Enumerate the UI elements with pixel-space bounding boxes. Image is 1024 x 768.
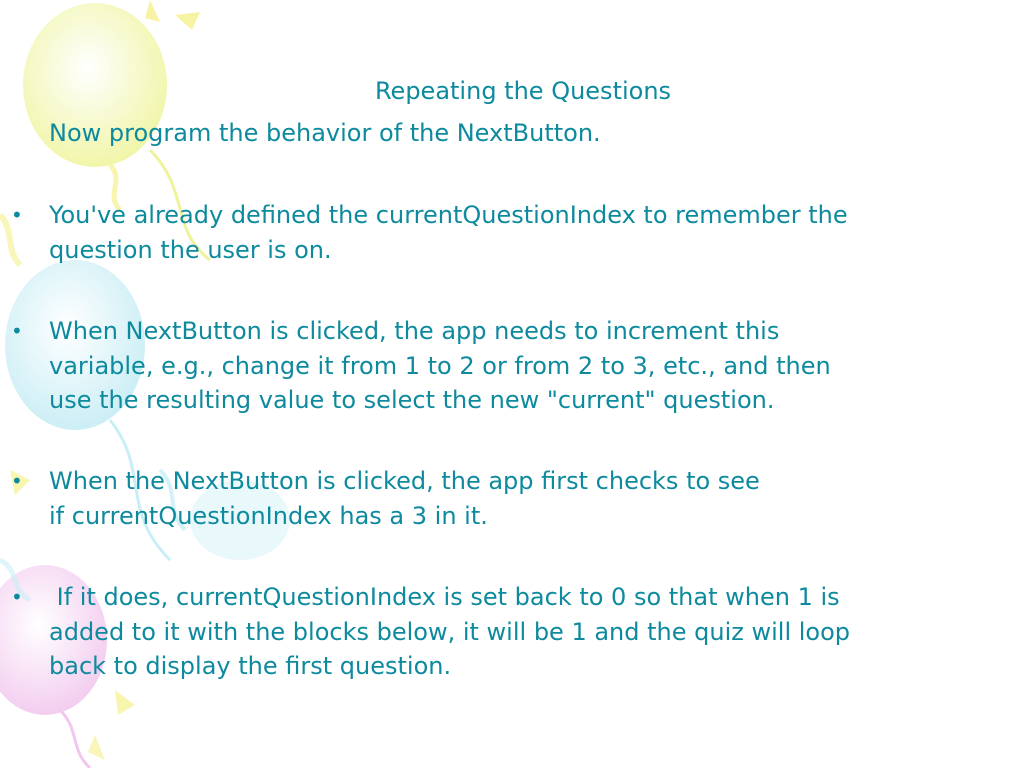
bullet-line: added to it with the blocks below, it will be 1 and the quiz will loop (49, 617, 851, 646)
bullet-line: variable, e.g., change it from 1 to 2 or from 2 to 3, etc., and then (49, 351, 831, 380)
bullet-item (11, 464, 1014, 533)
bullet-dot-icon: • (11, 203, 23, 227)
bullet-item (11, 198, 1014, 267)
bullet-dot-icon: • (11, 469, 23, 493)
bullet-line: When the NextButton is clicked, the app first checks to see (49, 467, 760, 495)
bullet-line: You've already defined the currentQuestionIndex to remember the (49, 201, 848, 229)
bullet-line: If it does, currentQuestionIndex is set back to 0 so that when 1 is (49, 583, 840, 611)
bullet-line: question the user is on. (49, 235, 332, 264)
bullet-line: back to display the first question. (49, 652, 452, 680)
bullet-dot-icon: • (11, 585, 23, 609)
bullet-dot-icon: • (11, 319, 23, 343)
bullet-item (11, 314, 1014, 418)
bullet-line: if currentQuestionIndex has a 3 in it. (49, 501, 488, 530)
intro-text: Now program the behavior of the NextButton. (49, 119, 601, 147)
bullet-line: use the resulting value to select the new "current" question. (49, 386, 775, 414)
bullet-line: When NextButton is clicked, the app needs to increment this (49, 317, 780, 345)
bullet-item (11, 580, 1014, 684)
slide-title: Repeating the Questions (374, 77, 672, 105)
